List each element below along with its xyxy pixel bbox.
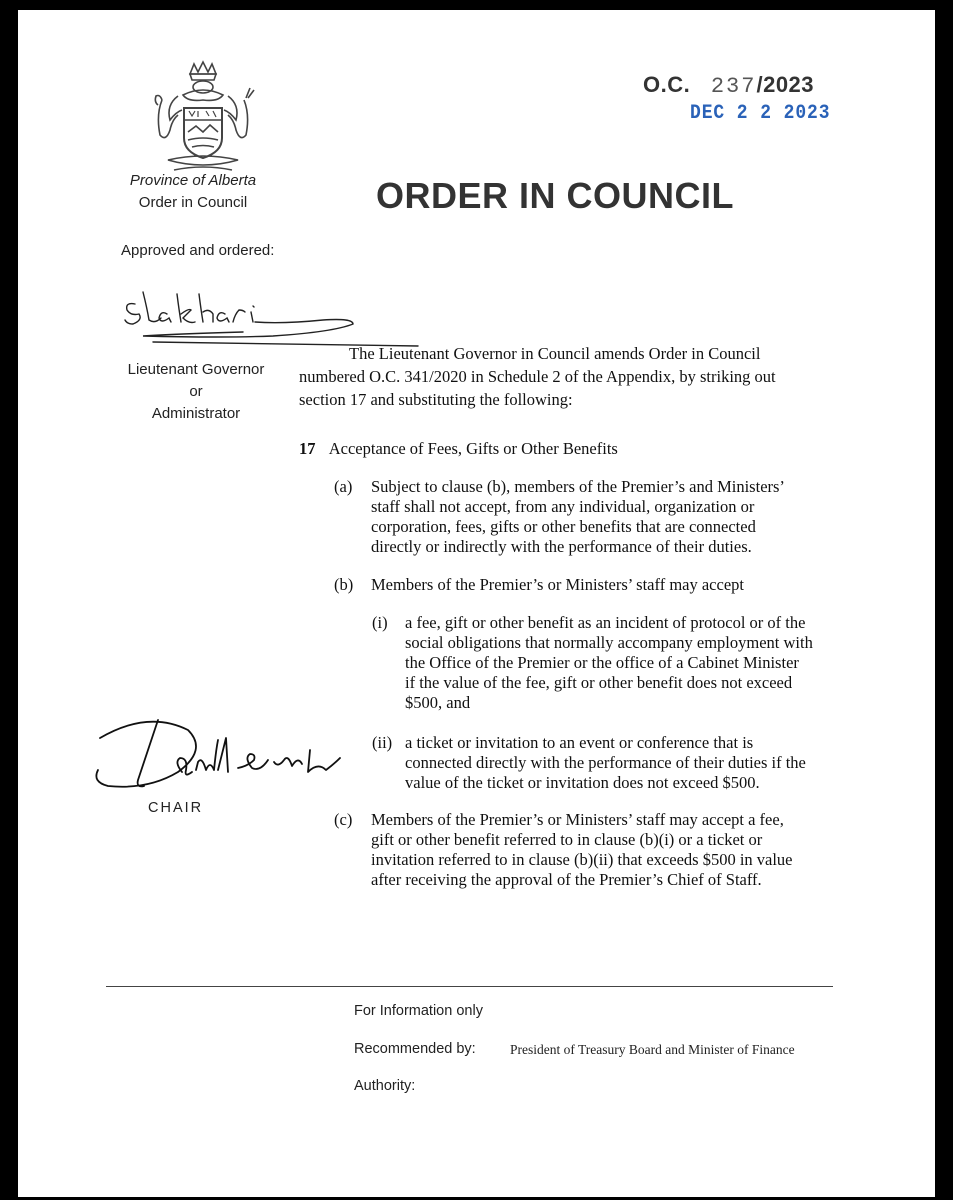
clause-line: if the value of the fee, gift or other benefit does not exceed <box>405 673 793 692</box>
section-heading <box>299 439 618 459</box>
clause-line: invitation referred to in clause (b)(ii) that exceeds $500 in value <box>371 850 793 869</box>
approved-label: Approved and ordered: <box>121 242 275 259</box>
province-block <box>78 170 308 214</box>
oc-prefix: O.C. <box>643 72 691 97</box>
clause-label: (b) <box>334 575 354 594</box>
lieutenant-governor-signature <box>113 280 423 350</box>
subclause-label: (i) <box>372 613 388 632</box>
clause-a-text <box>371 477 841 557</box>
lieutenant-governor-block <box>106 359 286 425</box>
clause-line: Subject to clause (b), members of the Premier’s and Ministers’ <box>371 477 785 496</box>
oc-number-value: 237 <box>710 74 757 99</box>
clause-line: staff shall not accept, from any individual, organization or <box>371 497 755 516</box>
intro-line: section 17 and substituting the following: <box>299 390 573 409</box>
subclause-label: (ii) <box>372 733 393 752</box>
lg-line2: or <box>189 383 203 400</box>
oc-number <box>643 72 814 99</box>
clause-line: $500, and <box>405 693 471 712</box>
clause-c-text <box>371 810 841 890</box>
intro-paragraph <box>299 342 829 411</box>
document-page <box>18 10 935 1197</box>
clause-label: (c) <box>334 810 353 829</box>
subclause-i-text <box>405 613 845 713</box>
clause-label: (a) <box>334 477 353 496</box>
clause-line: gift or other benefit referred to in clause (b)(i) or a ticket or <box>371 830 763 849</box>
clause-line: after receiving the approval of the Premier’s Chief of Staff. <box>371 870 762 889</box>
province-name: Province of Alberta <box>129 172 257 189</box>
clause-b-text <box>371 575 841 595</box>
clause-line: value of the ticket or invitation does not exceed $500. <box>405 773 760 792</box>
chair-label: CHAIR <box>148 800 204 816</box>
clause-line: Members of the Premier’s or Ministers’ staff may accept <box>371 575 744 594</box>
section-number: 17 <box>299 439 316 458</box>
clause-line: Members of the Premier’s or Ministers’ staff may accept a fee, <box>371 810 784 829</box>
date-stamp: DEC 2 2 2023 <box>690 102 831 125</box>
info-label: For Information only <box>354 1003 483 1019</box>
chair-signature <box>78 710 348 805</box>
authority-label: Authority: <box>354 1078 416 1094</box>
intro-line: The Lieutenant Governor in Council amends Order in Council <box>349 344 761 363</box>
clause-line: a fee, gift or other benefit as an incident of protocol or of the <box>405 613 806 632</box>
section-title: Acceptance of Fees, Gifts or Other Benefits <box>328 439 618 458</box>
recommended-label: Recommended by: <box>354 1041 476 1057</box>
clause-line: a ticket or invitation to an event or conference that is <box>405 733 754 752</box>
subclause-ii-text <box>405 733 845 793</box>
clause-line: the Office of the Premier or the office of a Cabinet Minister <box>405 653 799 672</box>
clause-line: social obligations that normally accompany employment with <box>405 633 813 652</box>
intro-line: numbered O.C. 341/2020 in Schedule 2 of the Appendix, by striking out <box>299 367 776 386</box>
clause-line: connected directly with the performance of their duties if the <box>405 753 806 772</box>
clause-line: corporation, fees, gifts or other benefits that are connected <box>371 517 756 536</box>
oc-year: /2023 <box>756 72 815 97</box>
recommended-value: President of Treasury Board and Minister of Finance <box>510 1042 795 1057</box>
alberta-crest-icon <box>148 60 258 180</box>
page-title: ORDER IN COUNCIL <box>376 175 734 216</box>
province-subtitle: Order in Council <box>138 194 248 211</box>
lg-line1: Lieutenant Governor <box>127 361 265 378</box>
footer-divider <box>106 986 833 987</box>
clause-line: directly or indirectly with the performance of their duties. <box>371 537 752 556</box>
lg-line3: Administrator <box>151 405 241 422</box>
